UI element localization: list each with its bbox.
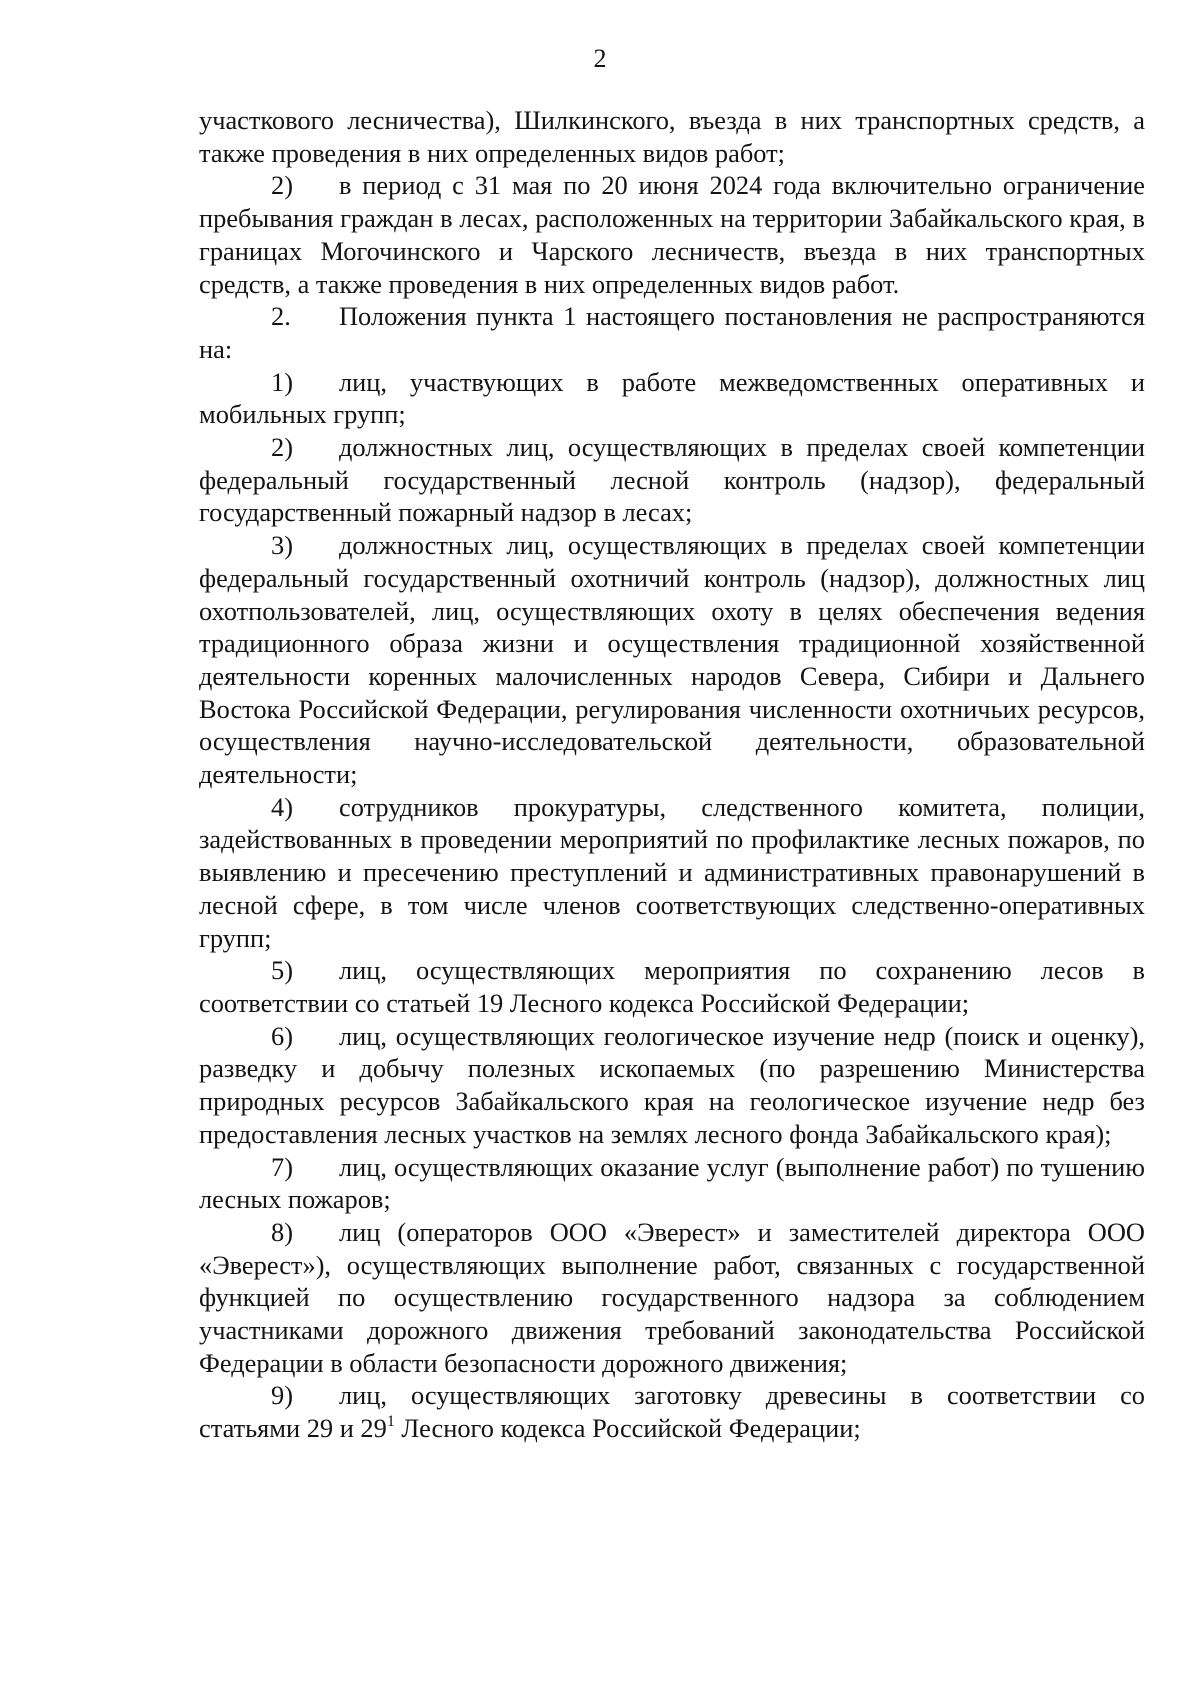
- paragraph-text: лиц, осуществляющих геологическое изучение недр (поиск и оценку), разведку и добычу полезных ископаемых (по разрешению Министерства природных ресурсов Забайкальского края на геологическое изучение недр без предоставления лесных участков на землях лесного фонда Забайкальского края);: [199, 1020, 1145, 1149]
- paragraph-item: [199, 366, 1145, 431]
- paragraph-item: [199, 300, 1145, 365]
- paragraph-item: [199, 1216, 1145, 1380]
- item-number: 3): [271, 530, 293, 561]
- paragraph-item: [199, 954, 1145, 1019]
- item-number: 2): [271, 432, 293, 463]
- paragraph-text: должностных лиц, осуществляющих в пределах своей компетенции федеральный государственный охотничий контроль (надзор), должностных лиц охотпользователей, лиц, осуществляющих охоту в целях обеспечения ведения традиционного образа жизни и осуществления традиционной хозяйственной деятельности коренных малочисленных народов Севера, Сибири и Дальнего Востока Российской Федерации, регулирования численности охотничьих ресурсов, осуществления научно-исследовательской деятельности, образовательной деятельности;: [199, 530, 1145, 790]
- item-number: 2): [271, 170, 293, 201]
- item-number: 2.: [271, 301, 291, 332]
- paragraph-item: [199, 791, 1145, 955]
- paragraph-text: в период с 31 мая по 20 июня 2024 года включительно ограничение пребывания граждан в лесах, расположенных на территории Забайкальского края, в границах Могочинского и Чарского лесничеств, въезда в них транспортных средств, а также проведения в них определенных видов работ.: [199, 170, 1145, 299]
- item-number: 1): [271, 366, 293, 397]
- paragraph-text: должностных лиц, осуществляющих в пределах своей компетенции федеральный государственный лесной контроль (надзор), федеральный государственный пожарный надзор в лесах;: [199, 432, 1145, 528]
- paragraph-item: [199, 169, 1145, 300]
- paragraph-text-end: Лесного кодекса Российской Федерации;: [394, 1413, 861, 1444]
- item-number: 9): [271, 1380, 293, 1411]
- paragraph-text: сотрудников прокуратуры, следственного комитета, полиции, задействованных в проведении мероприятий по профилактике лесных пожаров, по выявлению и пресечению преступлений и административных правонарушений в лесной сфере, в том числе членов соответствующих следственно-оперативных групп;: [199, 791, 1145, 953]
- paragraph-item-last: [199, 1379, 1145, 1444]
- paragraph-text: участкового лесничества), Шилкинского, въезда в них транспортных средств, а также проведения в них определенных видов работ;: [199, 105, 1145, 168]
- item-number: 6): [271, 1020, 293, 1051]
- paragraph-text: лиц, осуществляющих оказание услуг (выполнение работ) по тушению лесных пожаров;: [199, 1151, 1145, 1215]
- paragraph-text: лиц (операторов ООО «Эверест» и заместителей директора ООО «Эверест»), осуществляющих выполнение работ, связанных с государственной функцией по осуществлению государственного надзора за соблюдением участниками дорожного движения требований законодательства Российской Федерации в области безопасности дорожного движения;: [199, 1216, 1145, 1378]
- paragraph-text: лиц, осуществляющих заготовку древесины в соответствии со статьями 29 и 29: [199, 1380, 1145, 1444]
- item-number: 8): [271, 1216, 293, 1247]
- paragraph-text: лиц, осуществляющих мероприятия по сохранению лесов в соответствии со статьей 19 Лесного кодекса Российской Федерации;: [199, 955, 1145, 1018]
- paragraph-continuation: [199, 104, 1145, 169]
- document-body: [199, 104, 1145, 1445]
- paragraph-text: Положения пункта 1 настоящего постановления не распространяются на:: [199, 301, 1145, 364]
- superscript-marker: 1: [386, 1413, 395, 1431]
- paragraph-item: [199, 431, 1145, 529]
- item-number: 5): [271, 955, 293, 986]
- paragraph-item: [199, 1151, 1145, 1216]
- paragraph-item: [199, 1020, 1145, 1151]
- paragraph-item: [199, 529, 1145, 791]
- item-number: 7): [271, 1151, 293, 1182]
- paragraph-text: лиц, участвующих в работе межведомственных оперативных и мобильных групп;: [199, 366, 1145, 430]
- page-number: 2: [593, 44, 607, 73]
- item-number: 4): [271, 791, 293, 822]
